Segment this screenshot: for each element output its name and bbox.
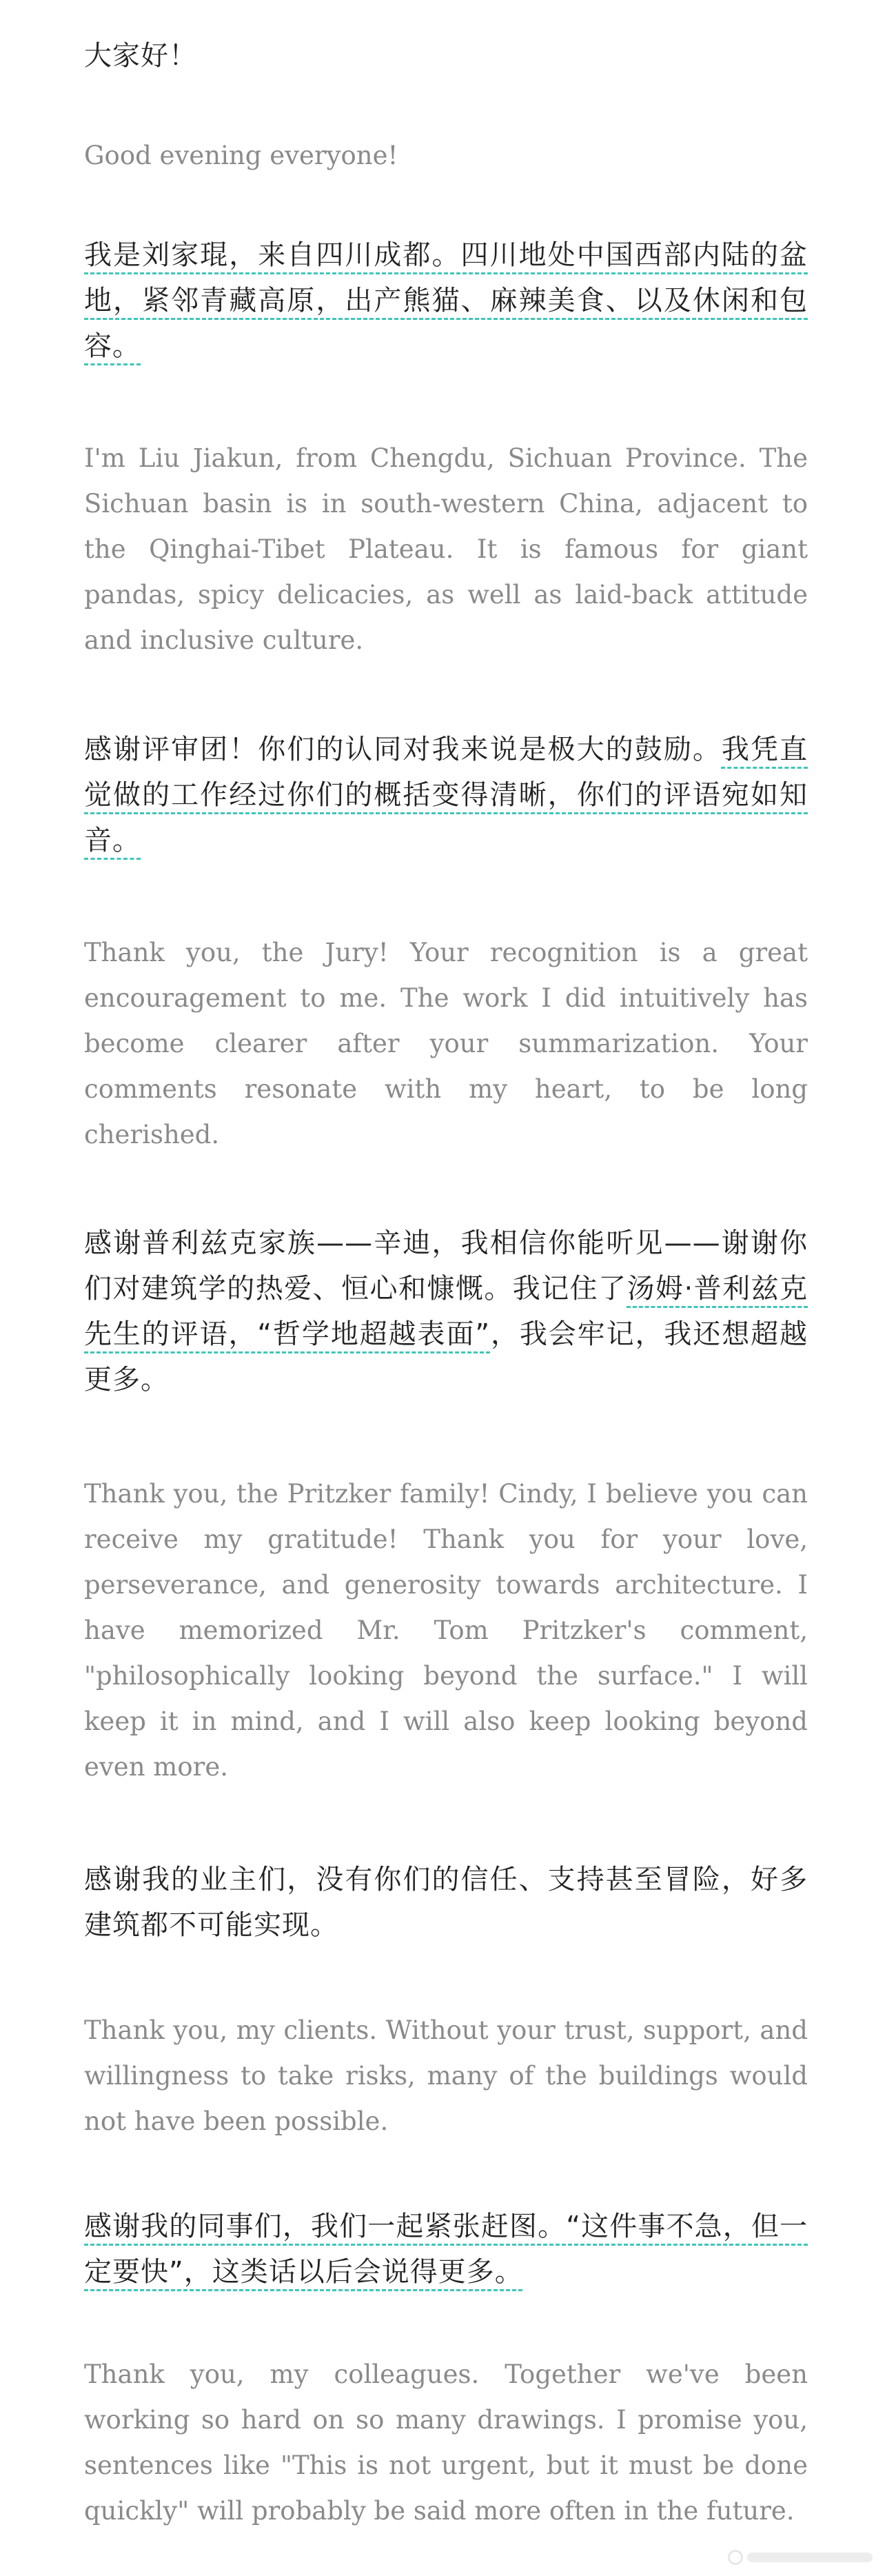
pritzker-cn-prefix: 感谢普利兹克家族——辛迪，我相信你能听见——谢谢你们对建筑学的热爱、恒心和慷慨。我记住了 (84, 1227, 808, 1305)
paragraph-pritzker-cn (84, 1220, 808, 1402)
highlight-jury[interactable]: 我凭直觉做的工作经过你们的概括变得清晰，你们的评语宛如知音。 (84, 734, 808, 856)
paragraph-pritzker-en: Thank you, the Pritzker family! Cindy, I believe you can receive my gratitude! Thank you for your love, perseverance, and generosity towards architecture. I have memorized Mr. Tom Pritzker's comment, "philosophically looking beyond the surface." I will keep it in mind, and I will also keep looking beyond even more. (84, 1479, 808, 1782)
watermark-bar (747, 2553, 873, 2562)
paragraph-greeting-en: Good evening everyone! (84, 141, 398, 170)
paragraph-colleagues-cn (84, 2204, 808, 2295)
highlight-colleagues[interactable]: 感谢我的同事们，我们一起紧张赶图。“这件事不急，但一定要快”，这类话以后会说得更多。 (84, 2211, 808, 2288)
pritzker-cn-suffix: ，我会牢记，我还想超越更多。 (84, 1318, 808, 1396)
paragraph-intro-en: I'm Liu Jiakun, from Chengdu, Sichuan Province. The Sichuan basin is in south-western China, adjacent to the Qinghai-Tibet Plateau. It is famous for giant pandas, spicy delicacies, as well as laid-back attitude and inclusive culture. (84, 443, 808, 655)
jury-cn-prefix: 感谢评审团！你们的认同对我来说是极大的鼓励。 (84, 734, 722, 765)
highlight-pritzker[interactable]: 汤姆·普利兹克先生的评语，“哲学地超越表面” (84, 1273, 808, 1350)
paragraph-clients-en: Thank you, my clients. Without your trust, support, and willingness to take risks, many of the buildings would not have been possible. (84, 2015, 808, 2136)
paragraph-intro-cn (84, 232, 808, 369)
paragraph-greeting-cn: 大家好！ (84, 40, 197, 72)
paragraph-jury-en: Thank you, the Jury! Your recognition is a great encouragement to me. The work I did intuitively has become clearer after your summarization. Your comments resonate with my heart, to be long cherished. (84, 938, 808, 1149)
highlight-intro[interactable]: 我是刘家琨，来自四川成都。四川地处中国西部内陆的盆地，紧邻青藏高原，出产熊猫、麻辣美食、以及休闲和包容。 (84, 239, 808, 362)
watermark (728, 2548, 873, 2566)
paragraph-colleagues-en: Thank you, my colleagues. Together we've been working so hard on so many drawings. I promise you, sentences like "This is not urgent, but it must be done quickly" will probably be said more often in the future. (84, 2359, 808, 2526)
watermark-logo-icon (728, 2550, 743, 2565)
paragraph-jury-cn (84, 727, 808, 863)
paragraph-clients-cn: 感谢我的业主们，没有你们的信任、支持甚至冒险，好多建筑都不可能实现。 (84, 1864, 808, 1941)
